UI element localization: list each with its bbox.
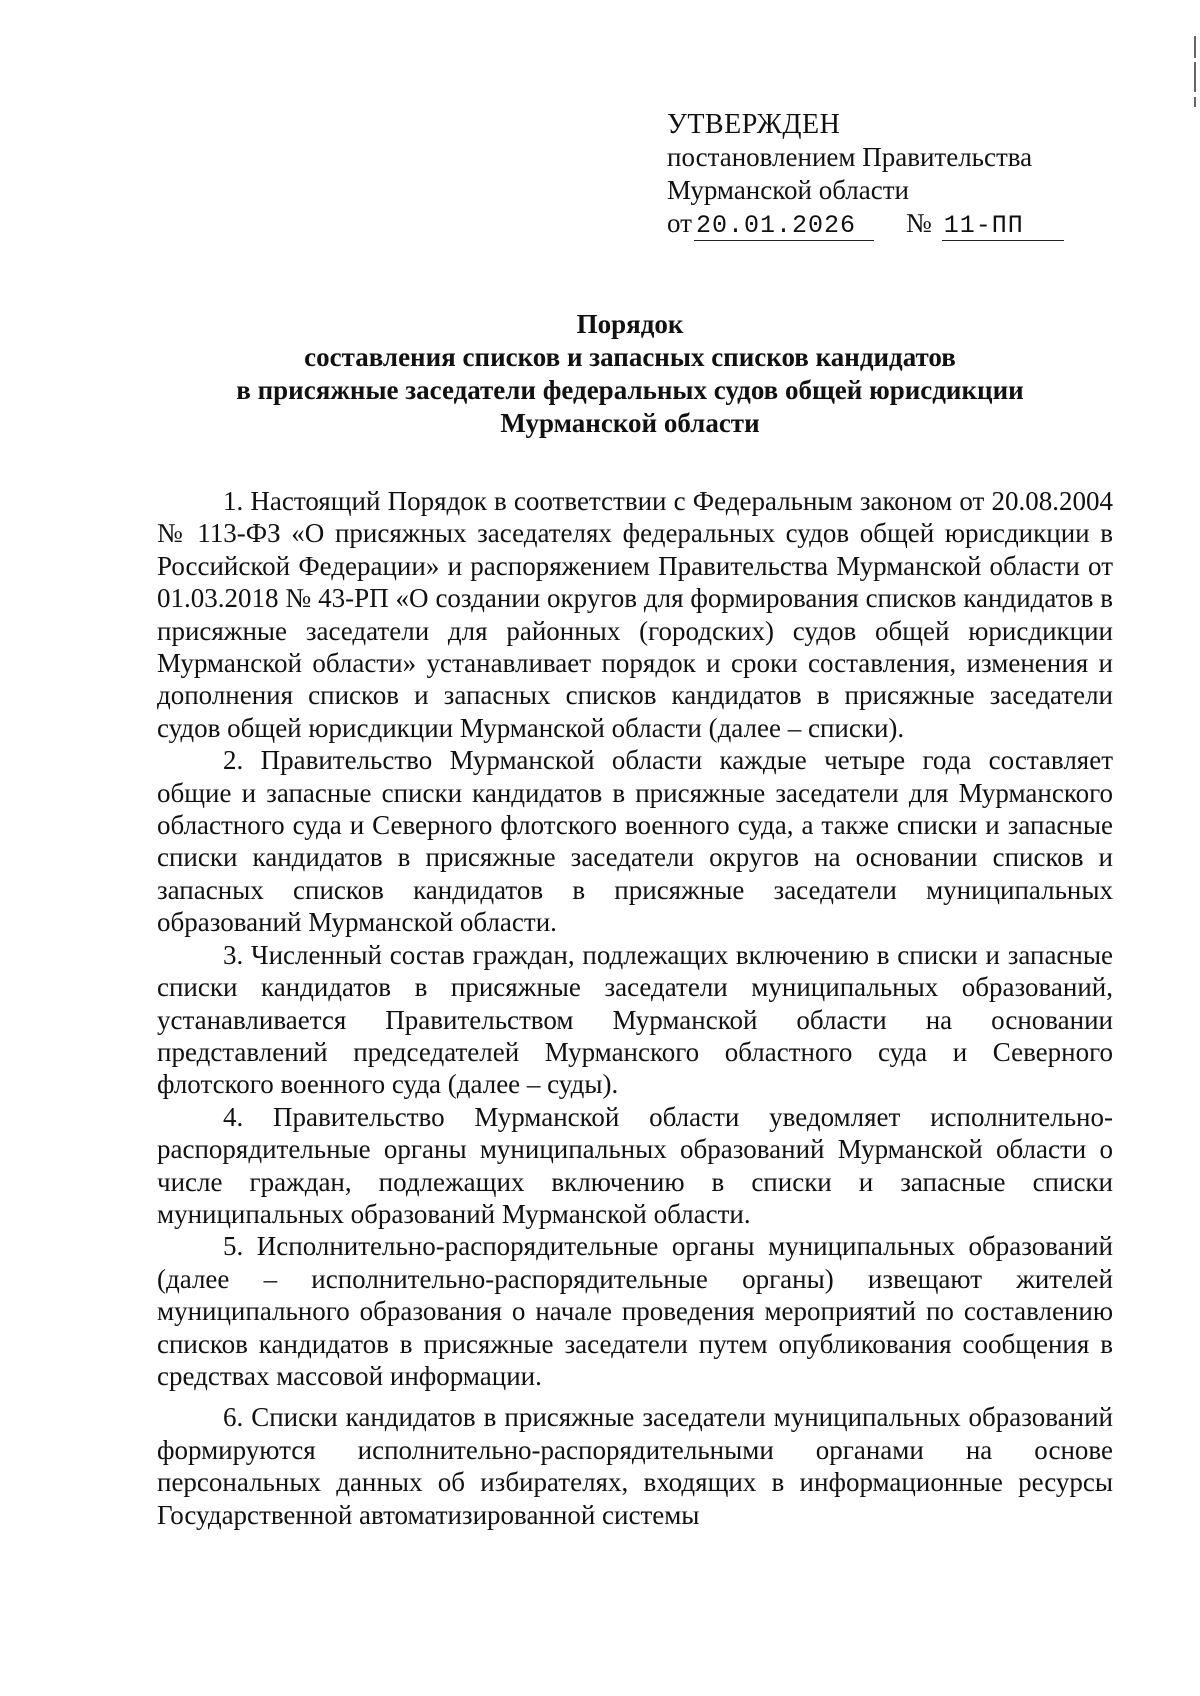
document-heading [150, 308, 1110, 440]
approval-title: УТВЕРЖДЕН [667, 109, 841, 140]
paragraph-5: 5. Исполнительно-распорядительные органы муниципальных образований (далее – исполнительно-распорядительные органы) извещают жителей муниципального образования о начале проведения мероприятий по составлению списков кандидатов в присяжные заседатели путем опубликования сообщения в средствах массовой информации. [157, 1231, 1113, 1391]
paragraph-1: 1. Настоящий Порядок в соответствии с Федеральным законом от 20.08.2004 № 113-ФЗ «О присяжных заседателях федеральных судов общей юрисдикции в Российской Федерации» и распоряжением Правительства Мурманской области от 01.03.2018 № 43-РП «О создании округов для формирования списков кандидатов в присяжные заседатели для районных (городских) судов общей юрисдикции Мурманской области» устанавливает порядок и сроки составления, изменения и дополнения списков и запасных списков кандидатов в присяжные заседатели судов общей юрисдикции Мурманской области (далее – списки). [157, 486, 1113, 743]
heading-line-4: Мурманской области [500, 408, 760, 438]
paragraph-4: 4. Правительство Мурманской области уведомляет исполнительно-распорядительные органы муниципальных образований Мурманской области о числе граждан, подлежащих включению в списки и запасные списки муниципальных образований Мурманской области. [157, 1101, 1113, 1229]
heading-line-1: Порядок [576, 309, 684, 339]
heading-line-3: в присяжные заседатели федеральных судов общей юрисдикции [236, 375, 1024, 405]
paragraph-2: 2. Правительство Мурманской области каждые четыре года составляет общие и запасные списки кандидатов в присяжные заседатели для Мурманского областного суда и Северного флотского военного суда, а также списки и запасные списки кандидатов в присяжные заседатели округов на основании списков и запасных списков кандидатов в присяжные заседатели муниципальных образований Мурманской области. [157, 745, 1113, 938]
scan-edge-mark [1194, 62, 1196, 92]
paragraph-3: 3. Численный состав граждан, подлежащих включению в списки и запасные списки кандидатов в присяжные заседатели муниципальных образований, устанавливается Правительством Мурманской области на основании представлений председателей Мурманского областного суда и Северного флотского военного суда (далее – суды). [157, 939, 1113, 1100]
scan-edge-mark [1194, 97, 1196, 107]
approval-stamp-block [667, 108, 1107, 242]
approval-line-2: Мурманской области [667, 175, 909, 205]
approval-date: 20.01.2026 [694, 211, 874, 241]
heading-line-2: составления списков и запасных списков кандидатов [304, 342, 956, 372]
number-sign: № [905, 208, 932, 238]
date-prefix: от [667, 208, 692, 238]
approval-line-1: постановлением Правительства [667, 142, 1033, 172]
approval-number: 11-ПП [942, 211, 1064, 241]
document-body [157, 485, 1113, 1531]
paragraph-6: 6. Списки кандидатов в присяжные заседатели муниципальных образований формируются исполнительно-распорядительными органами на основе персональных данных об избирателях, входящих в информационные ресурсы Государственной автоматизированной системы [157, 1402, 1113, 1530]
approval-date-line [667, 207, 1107, 242]
scan-edge-mark [1194, 36, 1196, 58]
